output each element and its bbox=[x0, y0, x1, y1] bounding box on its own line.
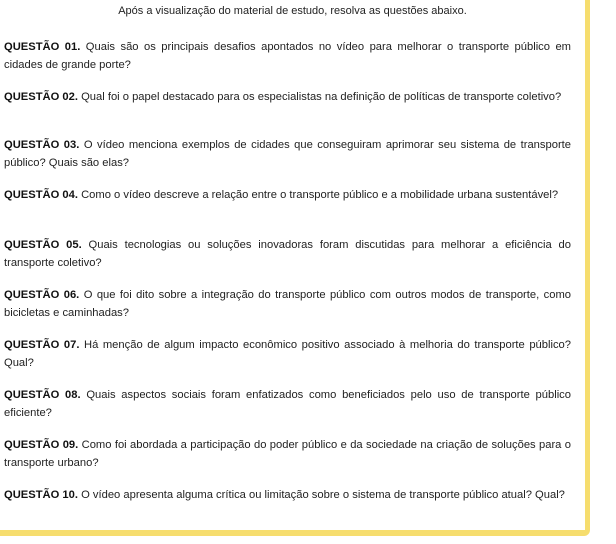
question-number: QUESTÃO 04. bbox=[4, 189, 78, 201]
question-text: O vídeo apresenta alguma crítica ou limitação sobre o sistema de transporte público atual? Qual? bbox=[77, 489, 565, 501]
question-number: QUESTÃO 09. bbox=[4, 439, 79, 451]
question-number: QUESTÃO 10. bbox=[4, 489, 78, 501]
question-text: Há menção de algum impacto econômico positivo associado à melhoria do transporte público? Qual? bbox=[4, 339, 571, 369]
question-text: Quais tecnologias ou soluções inovadoras foram discutidas para melhorar a eficiência do transporte coletivo? bbox=[4, 239, 571, 269]
question-09 bbox=[4, 436, 571, 472]
question-08 bbox=[4, 386, 571, 422]
question-text: Como o vídeo descreve a relação entre o transporte público e a mobilidade urbana sustentável? bbox=[77, 189, 559, 201]
question-06 bbox=[4, 286, 571, 322]
question-number: QUESTÃO 07. bbox=[4, 339, 80, 351]
question-number: QUESTÃO 08. bbox=[4, 389, 81, 401]
question-number: QUESTÃO 02. bbox=[4, 91, 78, 103]
question-text: Como foi abordada a participação do poder público e da sociedade na criação de soluções para o transporte urbano? bbox=[4, 439, 571, 469]
question-number: QUESTÃO 01. bbox=[4, 41, 81, 53]
question-05 bbox=[4, 236, 571, 272]
question-number: QUESTÃO 05. bbox=[4, 239, 82, 251]
question-text: O que foi dito sobre a integração do transporte público com outros modos de transporte, como bicicletas e caminhadas? bbox=[4, 289, 571, 319]
question-number: QUESTÃO 06. bbox=[4, 289, 80, 301]
question-text: O vídeo menciona exemplos de cidades que conseguiram aprimorar seu sistema de transporte público? Quais são elas? bbox=[4, 139, 571, 169]
question-10 bbox=[4, 486, 571, 504]
question-04 bbox=[4, 186, 571, 204]
question-02 bbox=[4, 88, 571, 106]
question-text: Quais aspectos sociais foram enfatizados como beneficiados pelo uso de transporte público eficiente? bbox=[4, 389, 572, 419]
question-03 bbox=[4, 136, 571, 172]
question-text: Quais são os principais desafios apontados no vídeo para melhorar o transporte público em cidades de grande porte? bbox=[4, 41, 571, 71]
question-01 bbox=[4, 38, 571, 74]
page-margin bbox=[595, 0, 616, 544]
question-07 bbox=[4, 336, 571, 372]
question-text: Qual foi o papel destacado para os especialistas na definição de políticas de transporte coletivo? bbox=[77, 91, 562, 103]
question-number: QUESTÃO 03. bbox=[4, 139, 80, 151]
instruction-text: Após a visualização do material de estudo, resolva as questões abaixo. bbox=[118, 5, 467, 17]
